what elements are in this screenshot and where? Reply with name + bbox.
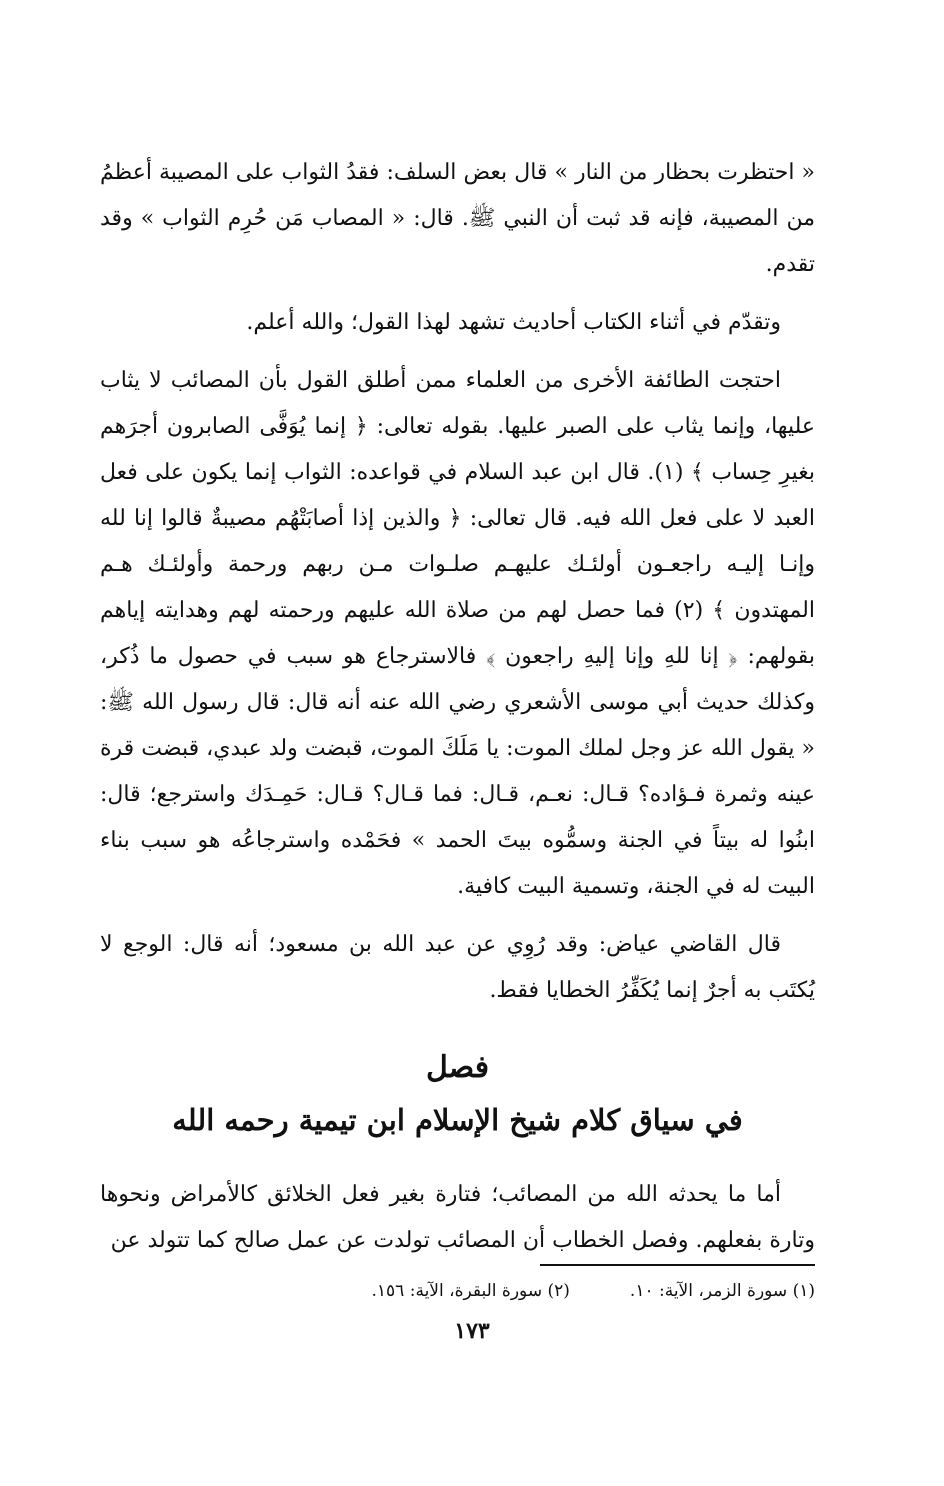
paragraph-5: أما ما يحدثه الله من المصائب؛ فتارة بغير فعل الخلائق كالأمراض ونحوها وتارة بفعلهم. وفصل الخطاب أن المصائب تولدت عن عمل صالح كما تتولد عن: [100, 1182, 815, 1253]
paragraph-1: « احتظرت بحظار من النار » قال بعض السلف: فقدُ الثواب على المصيبة أعظمُ من المصيبة، فإنه قد ثبت أن النبي ﷺ. قال: « المصاب مَن حُرِم الثواب » وقد تقدم.: [100, 160, 815, 277]
page-number: ١٧٣: [454, 1318, 490, 1344]
paragraph-3: احتجت الطائفة الأخرى من العلماء ممن أطلق القول بأن المصائب لا يثاب عليها، وإنما يثاب على الصبر عليها. بقوله تعالى: ﴿ إنما يُوَفَّى الصابرون أجرَهم بغيرِ حِساب ﴾ (١). قال ابن عبد السلام في قواعده: الثواب إنما يكون على فعل العبد لا على فعل الله فيه. قال تعالى: ﴿ والذين إذا أصابَتْهُم مصيبةٌ قالوا إنا لله وإنـا إليـه راجعـون أولئـك عليهـم صلـوات مـن ربهم ورحمة وأولئـك هـم المهتدون ﴾ (٢) فما حصل لهم من صلاة الله عليهم ورحمته لهم وهدايته إياهم بقولهم: ﴿ إنا للهِ وإنا إليهِ راجعون ﴾ فالاسترجاع هو سبب في حصول ما ذُكر، وكذلك حديث أبي موسى الأشعري رضي الله عنه أنه قال: قال رسول الله ﷺ: « يقول الله عز وجل لملك الموت: يا مَلَكَ الموت، قبضت ولد عبدي، قبضت قرة عينه وثمرة فـؤاده؟ قـال: نعـم، قـال: فما قـال؟ قـال: حَمِـدَك واسترجع؛ قال: ابنُوا له بيتاً في الجنة وسمُّوه بيتَ الحمد » فحَمْده واسترجاعُه هو سبب بناء البيت له في الجنة، وتسمية البيت كافية.: [100, 368, 816, 899]
page-body: [100, 150, 815, 1264]
section-title: فصل: [425, 1050, 490, 1085]
footnotes: [200, 1276, 815, 1306]
footnote-2: (٢) سورة البقرة، الآية: ١٥٦.: [371, 1281, 570, 1301]
footnote-1: (١) سورة الزمر، الآية: ١٠.: [629, 1281, 815, 1301]
section-subtitle: في سياق كلام شيخ الإسلام ابن تيمية رحمه الله: [172, 1103, 743, 1137]
footnote-divider: [540, 1264, 815, 1266]
paragraph-4: قال القاضي عياض: وقد رُوِي عن عبد الله بن مسعود؛ أنه قال: الوجع لا يُكتَب به أجرٌ إنما يُكَفِّرُ الخطايا فقط.: [100, 932, 815, 1003]
paragraph-2: وتقدّم في أثناء الكتاب أحاديث تشهد لهذا القول؛ والله أعلم.: [246, 310, 781, 335]
